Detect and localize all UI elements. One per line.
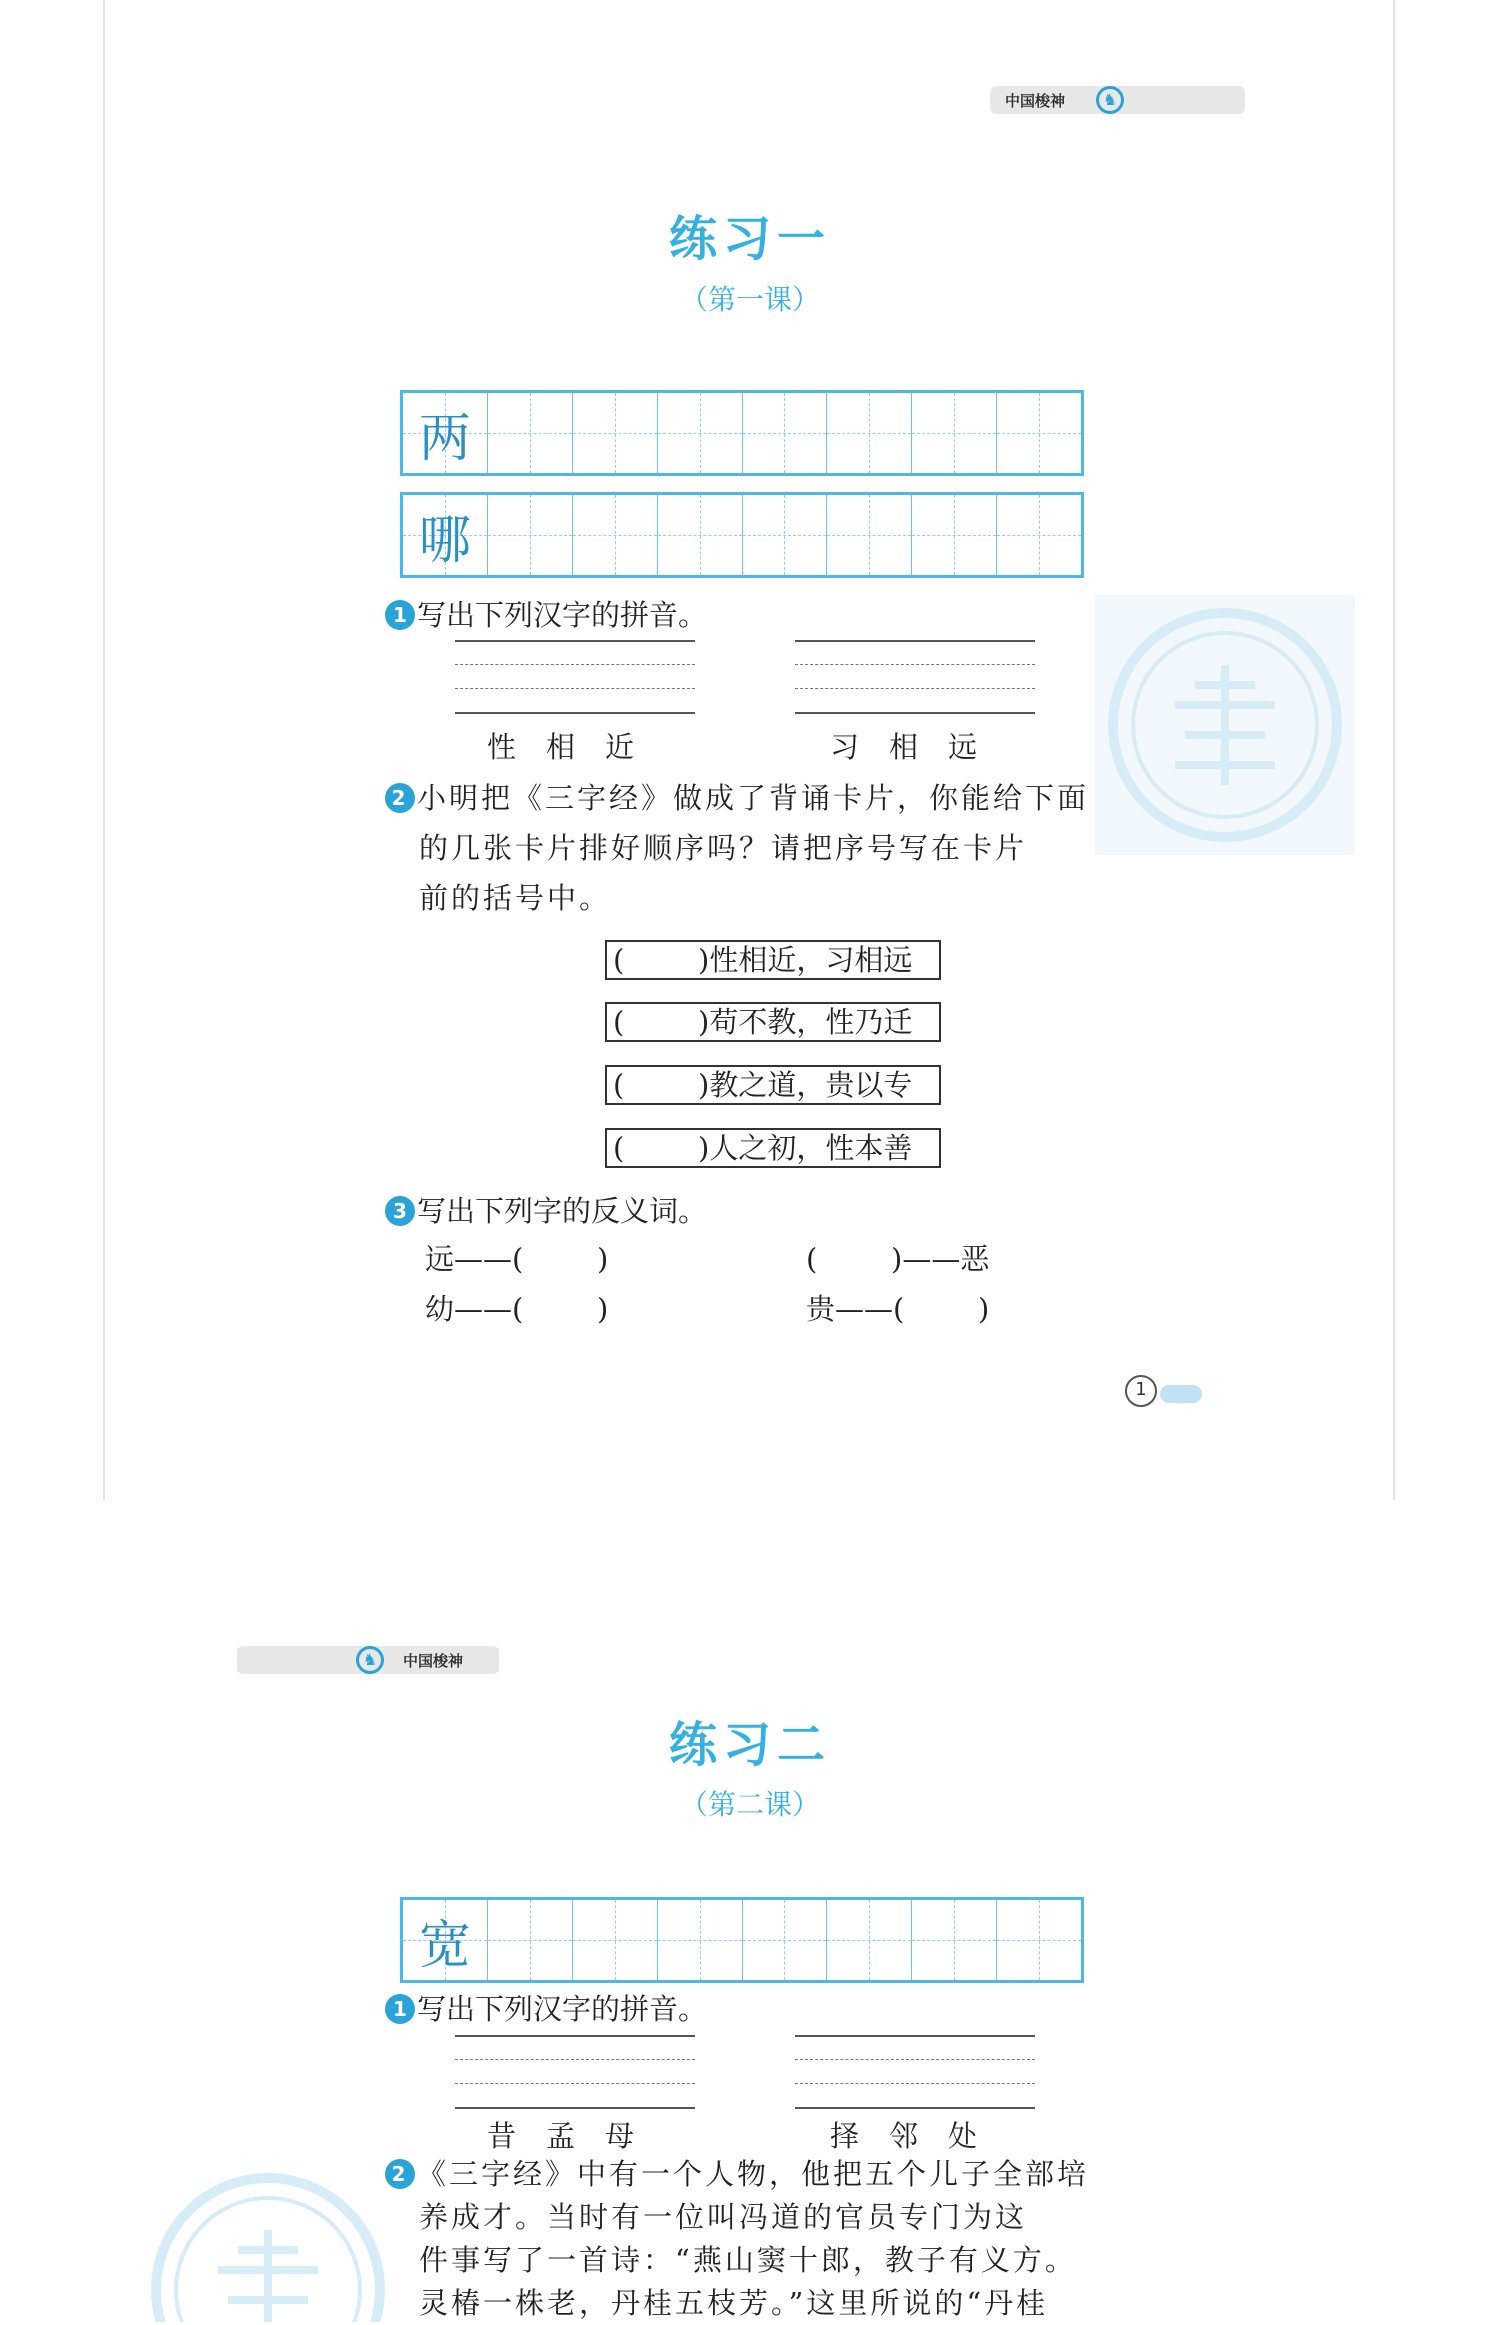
header-brand: 中国梭神 — [403, 1652, 464, 1670]
antonym-item[interactable]: 远——( ) — [425, 1242, 609, 1276]
question-number-badge: 2 — [385, 783, 415, 813]
question-number-badge: 1 — [385, 1994, 415, 2024]
writing-grid — [400, 390, 1084, 476]
page-title: 练习二 — [668, 1717, 831, 1773]
model-character: 两 — [418, 408, 471, 469]
question-text: 写出下列汉字的拼音。 — [417, 1992, 708, 2026]
question-1 — [385, 1987, 707, 2028]
antonym-item[interactable]: 贵——( ) — [806, 1292, 990, 1326]
grid-cell — [403, 1900, 488, 1980]
grid-cell[interactable] — [658, 495, 743, 575]
grid-cell[interactable] — [827, 1900, 912, 1980]
grid-cell — [403, 495, 488, 575]
pinyin-lines[interactable] — [455, 2035, 695, 2107]
antonym-item[interactable]: ( )——恶 — [806, 1242, 990, 1276]
grid-cell[interactable] — [997, 393, 1081, 473]
grid-cell[interactable] — [573, 1900, 658, 1980]
model-character: 宽 — [418, 1915, 471, 1976]
writing-grid — [400, 1897, 1084, 1983]
grid-cell[interactable] — [488, 1900, 573, 1980]
grid-cell[interactable] — [997, 495, 1081, 575]
grid-cell[interactable] — [912, 495, 997, 575]
pinyin-chars: 昔孟母 — [487, 2119, 665, 2153]
question-line: 《三字经》中有一个人物，他把五个儿子全部培 — [417, 2157, 1090, 2191]
recitation-card[interactable]: ( )性相近，习相远 — [605, 940, 941, 980]
question-3 — [385, 1189, 707, 1230]
pinyin-lines[interactable] — [795, 2035, 1035, 2107]
seal-decoration-icon — [128, 2150, 388, 2322]
grid-cell — [403, 393, 488, 473]
grid-cell[interactable] — [658, 1900, 743, 1980]
grid-cell[interactable] — [488, 495, 573, 575]
grid-cell[interactable] — [743, 1900, 828, 1980]
grid-cell[interactable] — [827, 495, 912, 575]
header-brand: 中国梭神 — [1005, 92, 1066, 110]
grid-cell[interactable] — [912, 1900, 997, 1980]
question-line: 前的括号中。 — [419, 881, 612, 915]
writing-grid — [400, 492, 1084, 578]
grid-cell[interactable] — [658, 393, 743, 473]
question-line: 件事写了一首诗：“燕山窦十郎，教子有义方。 — [419, 2243, 1077, 2277]
grid-cell[interactable] — [912, 393, 997, 473]
question-line: 养成才。当时有一位叫冯道的官员专门为这 — [419, 2200, 1028, 2234]
grid-cell[interactable] — [743, 393, 828, 473]
question-number-badge: 2 — [385, 2159, 415, 2189]
page-number: 1 — [1125, 1375, 1157, 1407]
question-2 — [385, 2153, 1089, 2325]
model-character: 哪 — [418, 510, 471, 571]
question-number-badge: 1 — [385, 600, 415, 630]
pinyin-chars: 择邻处 — [830, 2119, 1008, 2153]
horse-logo-icon: ♞ — [1096, 86, 1124, 114]
recitation-card[interactable]: ( )苟不教，性乃迁 — [605, 1002, 941, 1042]
antonym-item[interactable]: 幼——( ) — [425, 1292, 609, 1326]
horse-logo-icon: ♞ — [356, 1646, 384, 1674]
page-subtitle: （第一课） — [679, 283, 820, 316]
grid-cell[interactable] — [573, 393, 658, 473]
question-line: 小明把《三字经》做成了背诵卡片，你能给下面 — [417, 781, 1090, 815]
question-line: 的几张卡片排好顺序吗？请把序号写在卡片 — [419, 831, 1028, 865]
question-text: 写出下列汉字的拼音。 — [417, 598, 708, 632]
grid-cell[interactable] — [573, 495, 658, 575]
pinyin-chars: 习相远 — [830, 730, 1008, 764]
seal-decoration-icon — [1095, 595, 1355, 855]
question-2 — [385, 773, 1089, 923]
cloud-icon — [1160, 1385, 1202, 1403]
pinyin-lines[interactable] — [455, 640, 695, 712]
question-1 — [385, 593, 707, 634]
grid-cell[interactable] — [827, 393, 912, 473]
page-title: 练习一 — [668, 211, 831, 267]
pinyin-lines[interactable] — [795, 640, 1035, 712]
recitation-card[interactable]: ( )人之初，性本善 — [605, 1128, 941, 1168]
grid-cell[interactable] — [488, 393, 573, 473]
question-line: 灵椿一株老，丹桂五枝芳。”这里所说的“丹桂 — [419, 2286, 1049, 2320]
question-text: 写出下列字的反义词。 — [417, 1194, 708, 1228]
pinyin-chars: 性相近 — [487, 730, 665, 764]
grid-cell[interactable] — [997, 1900, 1081, 1980]
grid-cell[interactable] — [743, 495, 828, 575]
page-subtitle: （第二课） — [679, 1788, 820, 1821]
recitation-card[interactable]: ( )教之道，贵以专 — [605, 1065, 941, 1105]
question-number-badge: 3 — [385, 1196, 415, 1226]
